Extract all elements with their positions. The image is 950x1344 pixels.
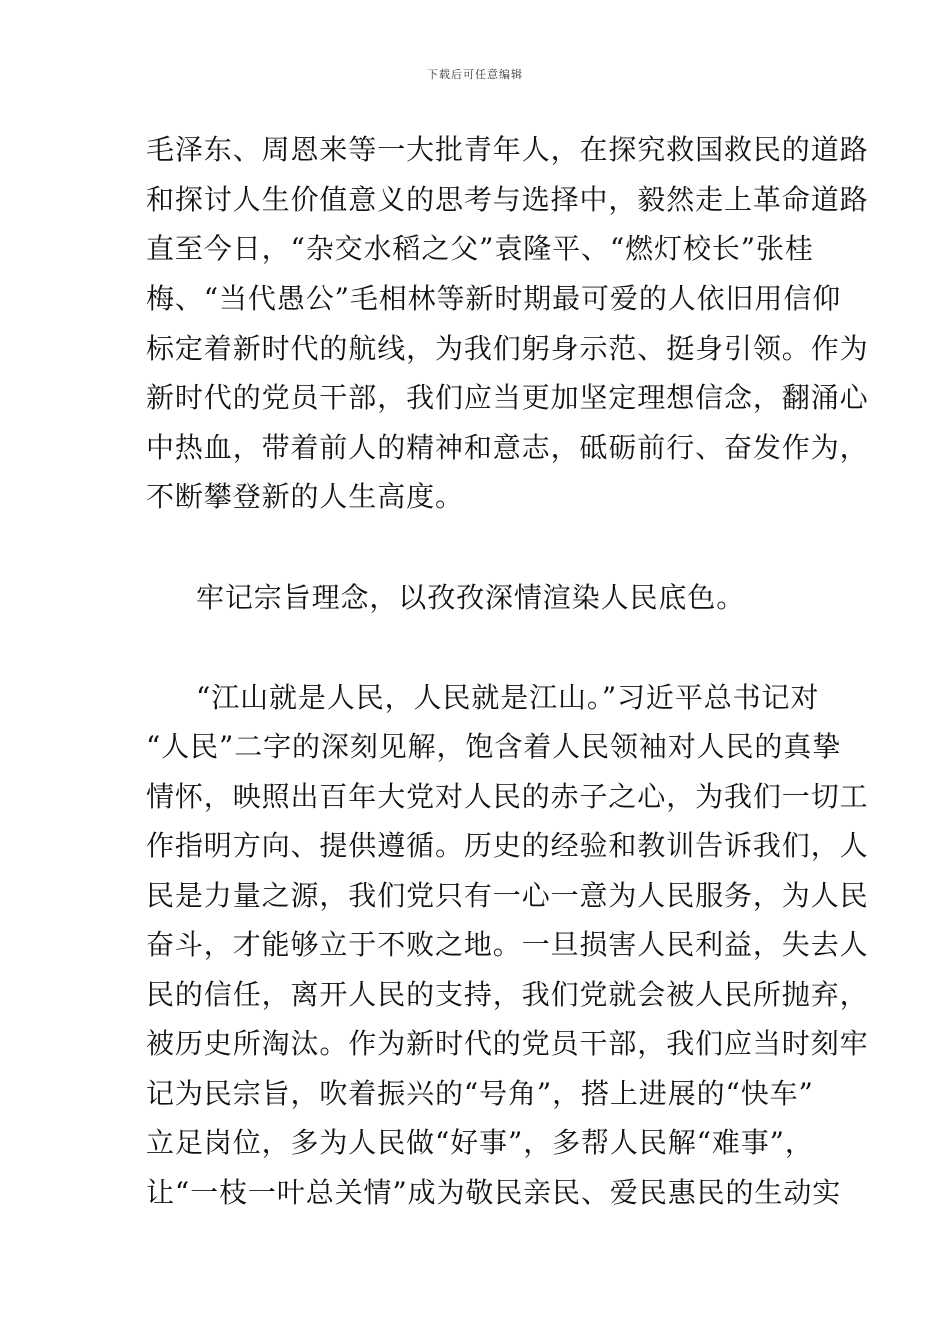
paragraph-line: 不断攀登新的人生高度。 — [146, 480, 464, 513]
paragraph-line: 毛泽东、周恩来等一大批青年人，在探究救国救民的道路 — [146, 133, 869, 166]
header-note: 下载后可任意编辑 — [427, 68, 523, 81]
paragraph-line: 作指明方向、提供遵循。历史的经验和教训告诉我们，人 — [146, 829, 869, 862]
paragraph-line: 让“一枝一叶总关情”成为敬民亲民、爱民惠民的生动实 — [146, 1176, 842, 1209]
paragraph-line: “江山就是人民，人民就是江山。”习近平总书记对 — [196, 681, 820, 714]
paragraph-line: 直至今日，“杂交水稻之父”袁隆平、“燃灯校长”张桂 — [146, 232, 814, 265]
paragraph-line: 奋斗，才能够立于不败之地。一旦损害人民利益，失去人 — [146, 928, 869, 961]
paragraph-line: 中热血，带着前人的精神和意志，砥砺前行、奋发作为， — [146, 431, 869, 464]
paragraph-line: 标定着新时代的航线，为我们躬身示范、挺身引领。作为 — [146, 332, 869, 365]
paragraph-line: 梅、“当代愚公”毛相林等新时期最可爱的人依旧用信仰 — [146, 282, 842, 315]
paragraph-line: “人民”二字的深刻见解，饱含着人民领袖对人民的真挚 — [146, 730, 842, 763]
paragraph-line: 记为民宗旨，吹着振兴的“号角”，搭上进展的“快车” — [146, 1077, 814, 1110]
paragraph-line: 民的信任，离开人民的支持，我们党就会被人民所抛弃， — [146, 978, 869, 1011]
paragraph-line: 和探讨人生价值意义的思考与选择中，毅然走上革命道路 — [146, 183, 869, 216]
paragraph-line: 民是力量之源，我们党只有一心一意为人民服务，为人民 — [146, 879, 869, 912]
paragraph-line: 被历史所淘汰。作为新时代的党员干部，我们应当时刻牢 — [146, 1027, 869, 1060]
paragraph-line: 新时代的党员干部，我们应当更加坚定理想信念，翻涌心 — [146, 381, 869, 414]
paragraph-line: 立足岗位，多为人民做“好事”，多帮人民解“难事”， — [146, 1126, 814, 1159]
paragraph-line: 情怀，映照出百年大党对人民的赤子之心，为我们一切工 — [146, 780, 869, 813]
section-heading: 牢记宗旨理念，以孜孜深情渲染人民底色。 — [196, 581, 746, 614]
